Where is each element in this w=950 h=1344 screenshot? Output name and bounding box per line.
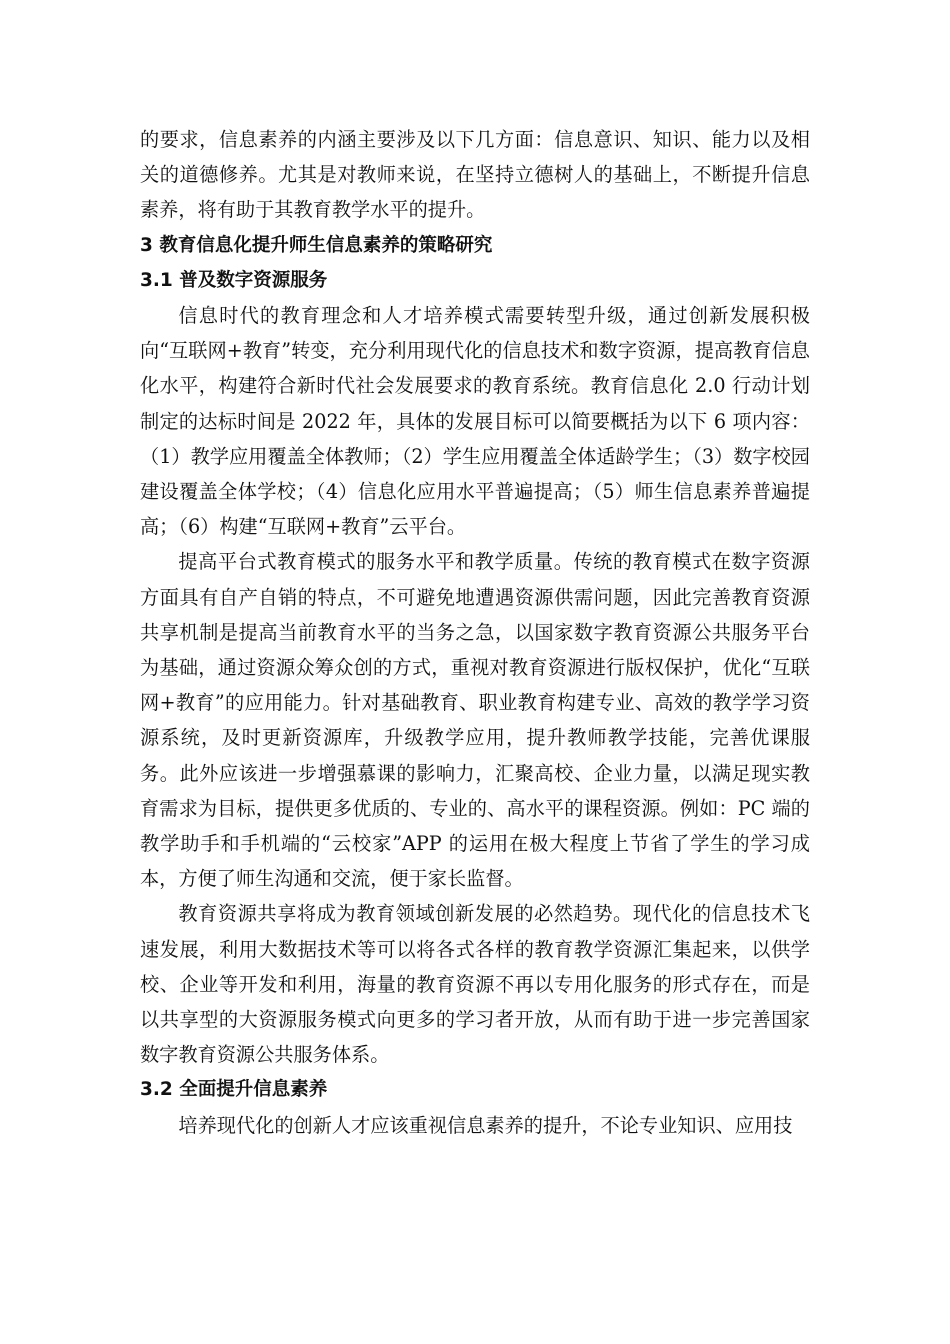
continuation-paragraph: 的要求，信息素养的内涵主要涉及以下几方面：信息意识、知识、能力以及相关的道德修养。尤其是对教师来说，在坚持立德树人的基础上，不断提升信息素养，将有助于其教育教学水平的提升。 <box>140 128 810 222</box>
section-3-2-paragraph-1: 培养现代化的创新人才应该重视信息素养的提升，不论专业知识、应用技 <box>178 1113 793 1137</box>
section-3-heading: 3 教育信息化提升师生信息素养的策略研究 <box>140 234 493 256</box>
section-3-1-paragraph-1: 信息时代的教育理念和人才培养模式需要转型升级，通过创新发展积极向“互联网+教育”转变，充分利用现代化的信息技术和数字资源，提高教育信息化水平，构建符合新时代社会发展要求的教育系统。教育信息化 2.0 行动计划制定的达标时间是 2022 年，具体的发展目标可以简要概括为以下 6 项内容：（1）教学应用覆盖全体教师；（2）学生应用覆盖全体适龄学生；（3）数字校园建设覆盖全体学校；（4）信息化应用水平普遍提高；（5）师生信息素养普遍提高；（6）构建“互联网+教育”云平台。 <box>140 304 810 539</box>
document-page <box>140 122 810 1143</box>
section-3-1-heading: 3.1 普及数字资源服务 <box>140 269 328 291</box>
section-3-1-paragraph-2: 提高平台式教育模式的服务水平和教学质量。传统的教育模式在数字资源方面具有自产自销的特点，不可避免地遭遇资源供需问题，因此完善教育资源共享机制是提高当前教育水平的当务之急，以国家数字教育资源公共服务平台为基础，通过资源众筹众创的方式，重视对教育资源进行版权保护，优化“互联网+教育”的应用能力。针对基础教育、职业教育构建专业、高效的教学学习资源系统，及时更新资源库，升级教学应用，提升教师教学技能，完善优课服务。此外应该进一步增强慕课的影响力，汇聚高校、企业力量，以满足现实教育需求为目标，提供更多优质的、专业的、高水平的课程资源。例如：PC 端的教学助手和手机端的“云校家”APP 的运用在极大程度上节省了学生的学习成本，方便了师生沟通和交流，便于家长监督。 <box>140 550 810 891</box>
section-3-2-heading: 3.2 全面提升信息素养 <box>140 1079 328 1101</box>
section-3-1-paragraph-3: 教育资源共享将成为教育领域创新发展的必然趋势。现代化的信息技术飞速发展，利用大数据技术等可以将各式各样的教育教学资源汇集起来，以供学校、企业等开发和利用，海量的教育资源不再以专用化服务的形式存在，而是以共享型的大资源服务模式向更多的学习者开放，从而有助于进一步完善国家数字教育资源公共服务体系。 <box>140 902 810 1067</box>
